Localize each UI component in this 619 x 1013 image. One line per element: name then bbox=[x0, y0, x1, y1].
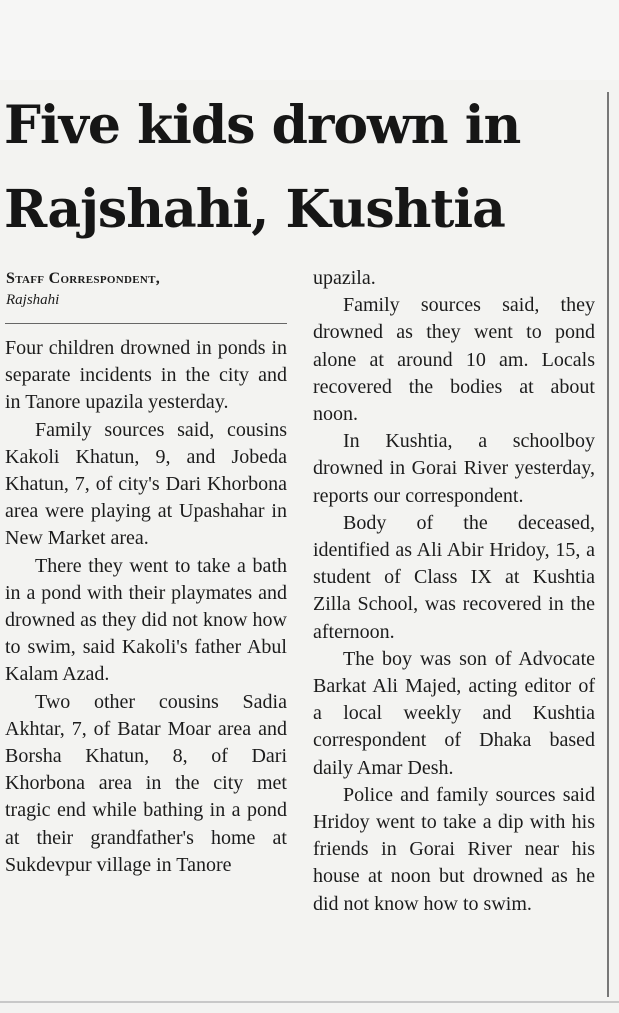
byline-name: Staff Correspondent, bbox=[6, 270, 161, 287]
top-margin bbox=[0, 0, 619, 80]
paragraph: Body of the deceased, identified as Ali Abir Hridoy, 15, a student of Class IX at Kushtia Zilla School, was recovered in the afternoon. bbox=[313, 511, 595, 643]
paragraph: The boy was son of Advocate Barkat Ali Majed, acting editor of a local weekly and Kushtia correspondent of Dhaka based daily Amar Desh. bbox=[313, 647, 595, 779]
column-border bbox=[607, 92, 609, 997]
paragraph: In Kushtia, a schoolboy drowned in Gorai River yesterday, reports our correspondent. bbox=[313, 430, 595, 507]
right-column bbox=[313, 265, 595, 918]
headline: Five kids drown in Rajshahi, Kushtia bbox=[4, 95, 521, 240]
paragraph: Family sources said, cousins Kakoli Khatun, 9, and Jobeda Khatun, 7, of city's Dari Khorbona area were playing at Upashahar in New Market area. bbox=[5, 418, 287, 550]
bottom-border bbox=[0, 1001, 619, 1003]
byline bbox=[6, 268, 288, 310]
paragraph-continued: upazila. bbox=[313, 267, 376, 289]
byline-place: Rajshahi bbox=[6, 292, 60, 308]
paragraph: Four children drowned in ponds in separate incidents in the city and in Tanore upazila yesterday. bbox=[5, 337, 287, 414]
paragraph: Two other cousins Sadia Akhtar, 7, of Batar Moar area and Borsha Khatun, 8, of Dari Khorbona area in the city met tragic end while bathing in a pond at their grandfather's home at Sukdevpur village in Tanore bbox=[5, 690, 287, 876]
left-column bbox=[5, 335, 287, 879]
paragraph: There they went to take a bath in a pond with their playmates and drowned as they did not know how to swim, said Kakoli's father Abul Kalam Azad. bbox=[5, 554, 287, 686]
byline-divider bbox=[5, 323, 287, 324]
paragraph: Police and family sources said Hridoy went to take a dip with his friends in Gorai River near his house at noon but drowned as he did not know how to swim. bbox=[313, 783, 595, 915]
paragraph: Family sources said, they drowned as they went to pond alone at around 10 am. Locals recovered the bodies at about noon. bbox=[313, 294, 595, 426]
